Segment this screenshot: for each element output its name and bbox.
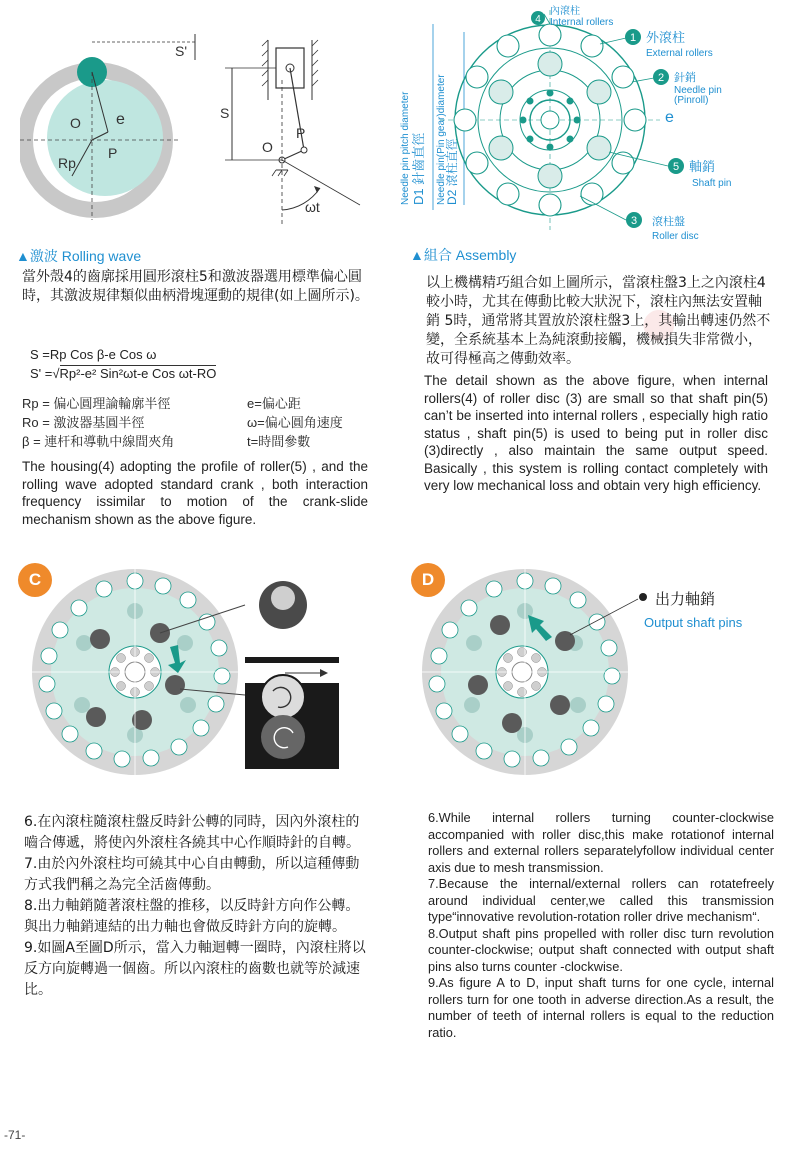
en-point-9: 9.As figure A to D, input shaft turns for one cycle, internal rollers turn for one tooth in adverse direction.As a result, the number of teeth of internal rollers is equal to the reduction ratio. [428, 975, 774, 1040]
label-shaft-en: Shaft pin [692, 178, 732, 189]
label-external-zh: 外滾柱 [646, 30, 686, 45]
label-o-right: O [262, 139, 273, 155]
callout-3: 3 [630, 215, 638, 227]
definition-row [22, 394, 372, 413]
label-o-left: O [70, 115, 81, 131]
rolling-wave-zh-paragraph: 當外殼4的齒廓採用圓形滾柱5和激波器選用標準偏心圓時，其激波規律類似曲柄滑塊運動的規律(如上圖所示)。 [22, 269, 369, 304]
label-disc-zh: 滾柱盤 [652, 216, 685, 228]
label-e-left: e [116, 111, 125, 128]
figure-d-badge: D [411, 563, 445, 597]
label-rp: Rp [58, 155, 76, 171]
zh-point-9: 9.如圖A至圖D所示，當入力軸迴轉一圈時，內滾柱將以反方向旋轉過一個齒。所以內滾柱的齒數也就等於減速比。 [24, 940, 366, 998]
label-external-en: External rollers [646, 48, 713, 59]
label-d1-zh: D1 針齒直徑 [411, 132, 426, 205]
label-disc-en: Roller disc [652, 231, 699, 242]
en-point-7: 7.Because the internal/external rollers can rotatefreely around individual center,we called this transmission type“innovative revolution-rotation roller drive mechanism“. [428, 876, 774, 924]
label-needle-zh: 針銷 [674, 72, 696, 84]
figure-d-diagram [420, 565, 640, 780]
output-pin-label-zh: 出力軸銷 [655, 590, 716, 608]
callout-1: 1 [629, 32, 637, 44]
label-s-prime: S' [175, 43, 188, 59]
caption-rolling-wave: ▲激波 Rolling wave [16, 248, 142, 264]
label-d2-zh: D2 滾柱直徑 [445, 138, 459, 205]
definition-left: Ro = 激波器基圓半徑 [22, 415, 145, 430]
assembly-en-paragraph: The detail shown as the above figure, when internal rollers(4) of roller disc (3) are small so that shaft pin(5) can’t be inserted into internal rollers , especially high ratio status , shaft pin(5) is used to being put in roller disc (3)directly , also maintain the same output speed. Basically , this system is rolling contact completely with very low mechanical loss and obtain very high efficiency. [424, 373, 768, 493]
assembly-drawing [440, 10, 660, 230]
zh-point-8: 8.出力軸銷隨著滾柱盤的推移，以反時針方向作公轉。與出力軸銷連結的出力軸也會做反時針方向的旋轉。 [24, 898, 360, 935]
definition-right: e=偏心距 [247, 396, 301, 411]
eccentric-disc [47, 80, 163, 196]
equation-s-prime [30, 366, 250, 381]
callout-4: 4 [535, 14, 541, 25]
en-point-8: 8.Output shaft pins propelled with roller disc turn revolution counter-clockwise; output shaft connected with output shaft pins also turns counter -clockwise. [428, 925, 774, 974]
label-s: S [220, 105, 230, 121]
bottom-zh-column [24, 812, 372, 1001]
figure-c-diagram [30, 565, 390, 780]
label-wt: ωt [305, 199, 320, 215]
label-e-assembly: e [665, 109, 674, 126]
equation-s: S =Rp Cos β-e Cos ω [30, 347, 157, 362]
label-p-left: P [108, 145, 118, 161]
output-pin-dot [639, 593, 647, 601]
definition-row [22, 413, 372, 432]
label-internal-en: Internal rollers [550, 17, 614, 28]
definition-row [22, 432, 372, 451]
callout-2: 2 [657, 72, 665, 84]
equation-s-prime-body: Rp²-e² Sin²ωt-e Cos ωt-RO [59, 366, 217, 381]
watermark: ● [630, 294, 685, 352]
definition-left: Rp = 偏心圓理論輪廓半徑 [22, 396, 171, 411]
zh-point-6: 6.在內滾柱隨滾柱盤反時針公轉的同時，因內外滾柱的嚙合傳遞，將使內外滾柱各繞其中心作順時針的自轉。 [24, 814, 360, 851]
equation-s-prime-prefix: S' = [30, 366, 53, 381]
radical-symbol: √ [52, 366, 60, 381]
callout-5: 5 [672, 161, 680, 173]
label-d1-en: Needle pin pitch diameter [400, 91, 411, 205]
assembly-zh-paragraph: 以上機構精巧組合如上圖所示，當滾柱盤3上之內滾柱4較小時，尤其在傳動比較大狀況下，滾柱內無法安置軸銷 5時，通常將其置放於滾柱盤3上，其輸出轉速仍然不變，全系統基本上為純滾動接觸，機械損失非常微小，故可得極高之傳動效率。 [426, 275, 771, 367]
rolling-wave-en-paragraph: The housing(4) adopting the profile of roller(5) , and the rolling wave adopted standard crank , both interaction frequency issimilar to motion of the crank-slide mechanism shown as the above figure. [22, 459, 368, 527]
label-needle-en2: (Pinroll) [674, 95, 709, 106]
label-shaft-zh: 軸銷 [689, 159, 716, 174]
zh-point-7: 7.由於內外滾柱均可繞其中心自由轉動，所以這種傳動方式我們稱之為完全活齒傳動。 [24, 856, 360, 893]
bottom-en-column [428, 810, 774, 1041]
label-d2-en: Needle pin(Pin gear)diameter [436, 74, 447, 205]
page-number: -71- [4, 1128, 26, 1142]
variable-definitions [22, 394, 372, 451]
label-internal-zh: 內滾柱 [550, 6, 580, 17]
rolling-wave-diagram [20, 20, 390, 235]
definition-right: ω=偏心圓角速度 [247, 415, 343, 430]
output-pin-label-en: Output shaft pins [644, 615, 743, 630]
definition-left: β = 連杆和導軌中線間夾角 [22, 434, 175, 449]
en-point-6: 6.While internal rollers turning counter-clockwise accompanied with roller disc,this make rotationof internal rollers and external rollers separatelyfollow individual center axis due to mesh transmission. [428, 810, 774, 875]
label-p-right: P [296, 125, 306, 141]
caption-assembly: ▲組合 Assembly [410, 247, 517, 263]
label-needle-en: Needle pin [674, 85, 722, 96]
assembly-diagram [400, 0, 790, 265]
figure-c-badge: C [18, 563, 52, 597]
definition-right: t=時間參數 [247, 434, 311, 449]
